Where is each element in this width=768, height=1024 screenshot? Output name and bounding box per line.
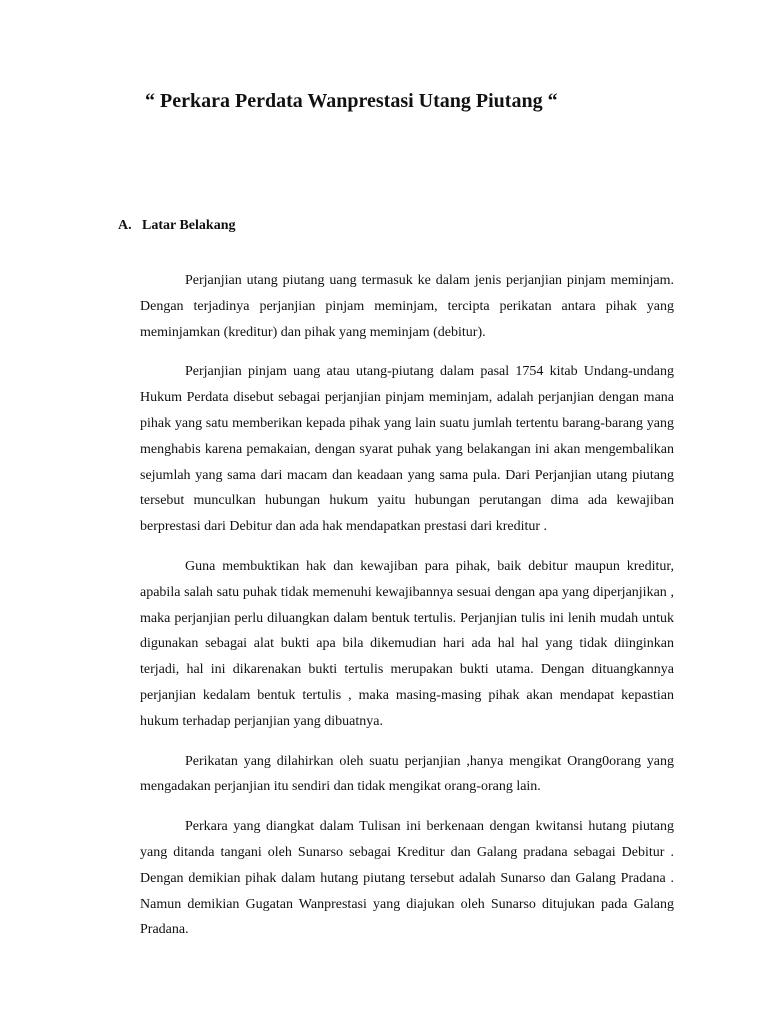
paragraph: Guna membuktikan hak dan kewajiban para pihak, baik debitur maupun kreditur, apabila salah satu puhak tidak memenuhi kewajibannya sesuai dengan apa yang diperjanjikan , maka perjanjian perlu diluangkan dalam bentuk tertulis. Perjanjian tulis ini lenih mudah untuk digunakan sebagai alat bukti apa bila dikemudian hari ada hal hal yang tidak diinginkan terjadi, hal ini dikarenakan bukti tertulis merupakan bukti utama. Dengan dituangkannya perjanjian kedalam bentuk tertulis , maka masing-masing pihak akan mendapat kepastian hukum terhadap perjanjian yang dibuatnya. <box>140 558 674 729</box>
body-text <box>140 268 674 957</box>
paragraph: Perjanjian pinjam uang atau utang-piutang dalam pasal 1754 kitab Undang-undang Hukum Perdata disebut sebagai perjanjian pinjam meminjam, adalah perjanjian dengan mana pihak yang satu memberikan kepada pihak yang lain suatu jumlah tertentu barang-barang yang menghabis karena pemakaian, dengan syarat puhak yang belakangan ini akan mengembalikan sejumlah yang sama dari macam dan keadaan yang sama pula. Dari Perjanjian utang piutang tersebut munculkan hubungan hukum yaitu hubungan perutangan dima ada kewajiban berprestasi dari Debitur dan ada hak mendapatkan prestasi dari kreditur . <box>140 364 674 535</box>
section-heading <box>118 216 235 236</box>
section-heading-text: Latar Belakang <box>142 218 236 233</box>
document-title: “ Perkara Perdata Wanprestasi Utang Piutang “ <box>145 90 558 112</box>
paragraph: Perkara yang diangkat dalam Tulisan ini berkenaan dengan kwitansi hutang piutang yang ditanda tangani oleh Sunarso sebagai Kreditur dan Galang pradana sebagai Debitur . Dengan demikian pihak dalam hutang piutang tersebut adalah Sunarso dan Galang Pradana . Namun demikian Gugatan Wanprestasi yang diajukan oleh Sunarso ditujukan pada Galang Pradana. <box>140 819 674 938</box>
paragraph: Perjanjian utang piutang uang termasuk ke dalam jenis perjanjian pinjam meminjam. Dengan terjadinya perjanjian pinjam meminjam, tercipta perikatan antara pihak yang meminjamkan (kreditur) dan pihak yang meminjam (debitur). <box>140 273 674 340</box>
paragraph: Perikatan yang dilahirkan oleh suatu perjanjian ,hanya mengikat Orang0orang yang mengadakan perjanjian itu sendiri dan tidak mengikat orang-orang lain. <box>140 753 674 795</box>
section-marker: A. <box>118 218 132 233</box>
